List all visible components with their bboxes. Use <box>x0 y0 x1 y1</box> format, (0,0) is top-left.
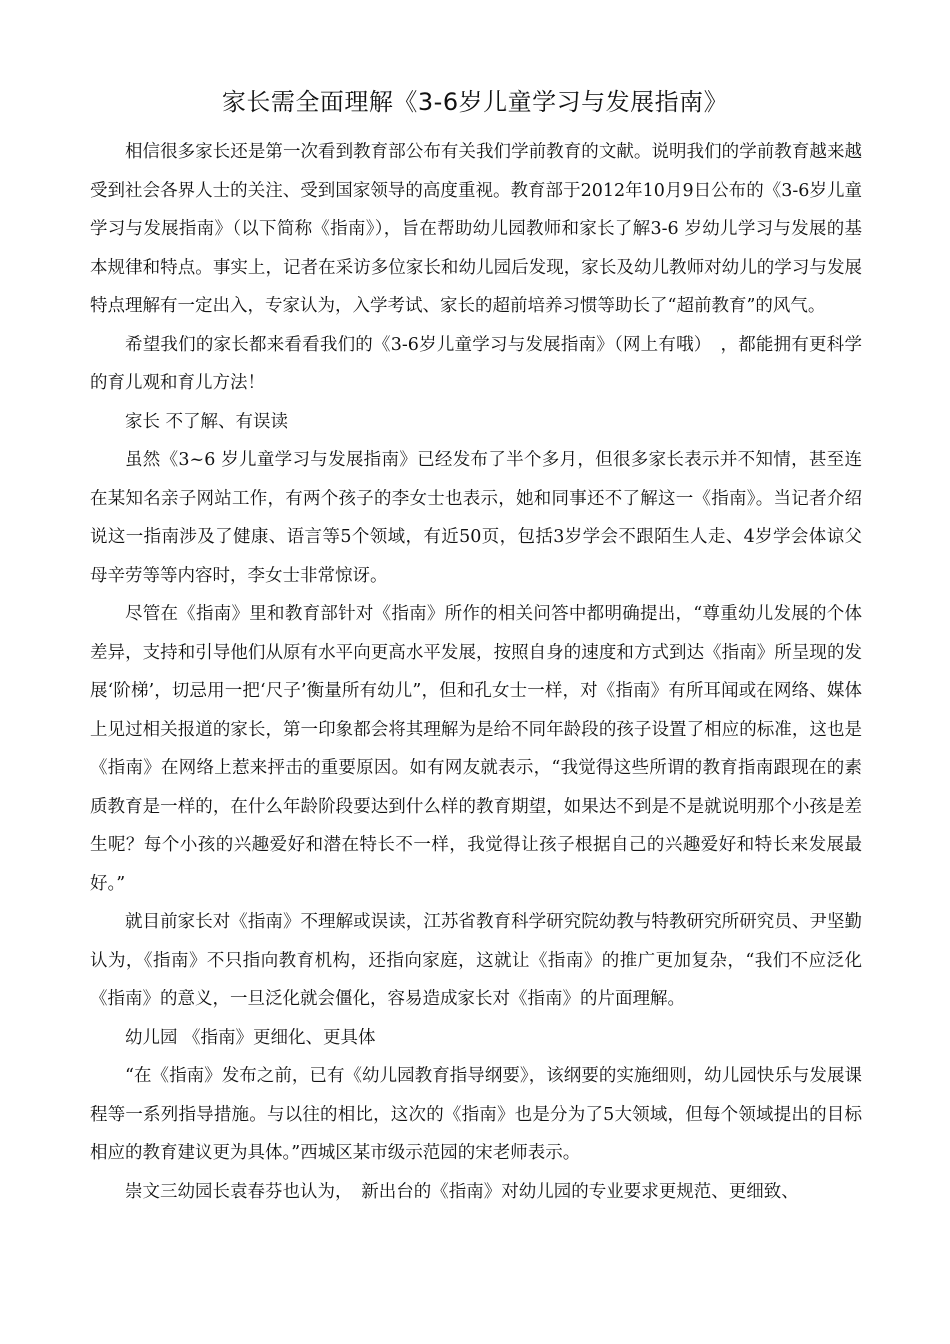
document-body <box>90 133 862 1211</box>
document-title: 家长需全面理解《3-6岁儿童学习与发展指南》 <box>221 88 729 116</box>
paragraph-hope: 希望我们的家长都来看看我们的《3-6岁儿童学习与发展指南》（网上有哦） ，都能拥有更科学的育儿观和育儿方法！ <box>90 334 862 393</box>
paragraph-principal-view: 崇文三幼园长袁春芬也认为， 新出台的《指南》对幼儿园的专业要求更规范、更细致、 <box>125 1181 799 1202</box>
section-heading-parents: 家长 不了解、有误读 <box>125 411 289 432</box>
paragraph-expert-view: 就目前家长对《指南》不理解或误读，江苏省教育科学研究院幼教与特教研究所研究员、尹坚勤认为，《指南》不只指向教育机构，还指向家庭，这就让《指南》的推广更加复杂，“我们不应泛化《指南》的意义，一旦泛化就会僵化，容易造成家长对《指南》的片面理解。 <box>90 912 862 1009</box>
paragraph-parents-unaware: 虽然《3~6 岁儿童学习与发展指南》已经发布了半个多月，但很多家长表示并不知情，甚至连在某知名亲子网站工作，有两个孩子的李女士也表示，她和同事还不了解这一《指南》。当记者介绍说这一指南涉及了健康、语言等5个领域，有近50页，包括3岁学会不跟陌生人走、4岁学会体谅父母辛劳等等内容时，李女士非常惊讶。 <box>90 450 862 586</box>
paragraph-teacher-quote: “在《指南》发布之前，已有《幼儿园教育指导纲要》，该纲要的实施细则，幼儿园快乐与发展课程等一系列指导措施。与以往的相比，这次的《指南》也是分为了5大领域，但每个领域提出的目标相应的教育建议更为具体。”西城区某市级示范园的宋老师表示。 <box>90 1066 862 1163</box>
section-heading-kindergarten: 幼儿园 《指南》更细化、更具体 <box>125 1027 376 1048</box>
paragraph-misreading: 尽管在《指南》里和教育部针对《指南》所作的相关问答中都明确提出，“尊重幼儿发展的个体差异，支持和引导他们从原有水平向更高水平发展，按照自身的速度和方式到达《指南》所呈现的发展‘阶梯’，切忌用一把‘尺子’衡量所有幼儿”，但和孔女士一样，对《指南》有所耳闻或在网络、媒体上见过相关报道的家长，第一印象都会将其理解为是给不同年龄段的孩子设置了相应的标准，这也是《指南》在网络上惹来抨击的重要原因。如有网友就表示，“我觉得这些所谓的教育指南跟现在的素质教育是一样的，在什么年龄阶段要达到什么样的教育期望，如果达不到是不是就说明那个小孩是差生呢？每个小孩的兴趣爱好和潜在特长不一样，我觉得让孩子根据自己的兴趣爱好和特长来发展最好。” <box>90 604 862 894</box>
paragraph-intro: 相信很多家长还是第一次看到教育部公布有关我们学前教育的文献。说明我们的学前教育越来越受到社会各界人士的关注、受到国家领导的高度重视。教育部于2012年10月9日公布的《3-6岁儿童学习与发展指南》（以下简称《指南》），旨在帮助幼儿园教师和家长了解3-6 岁幼儿学习与发展的基本规律和特点。事实上，记者在采访多位家长和幼儿园后发现，家长及幼儿教师对幼儿的学习与发展特点理解有一定出入，专家认为，入学考试、家长的超前培养习惯等助长了“超前教育”的风气。 <box>90 142 862 316</box>
